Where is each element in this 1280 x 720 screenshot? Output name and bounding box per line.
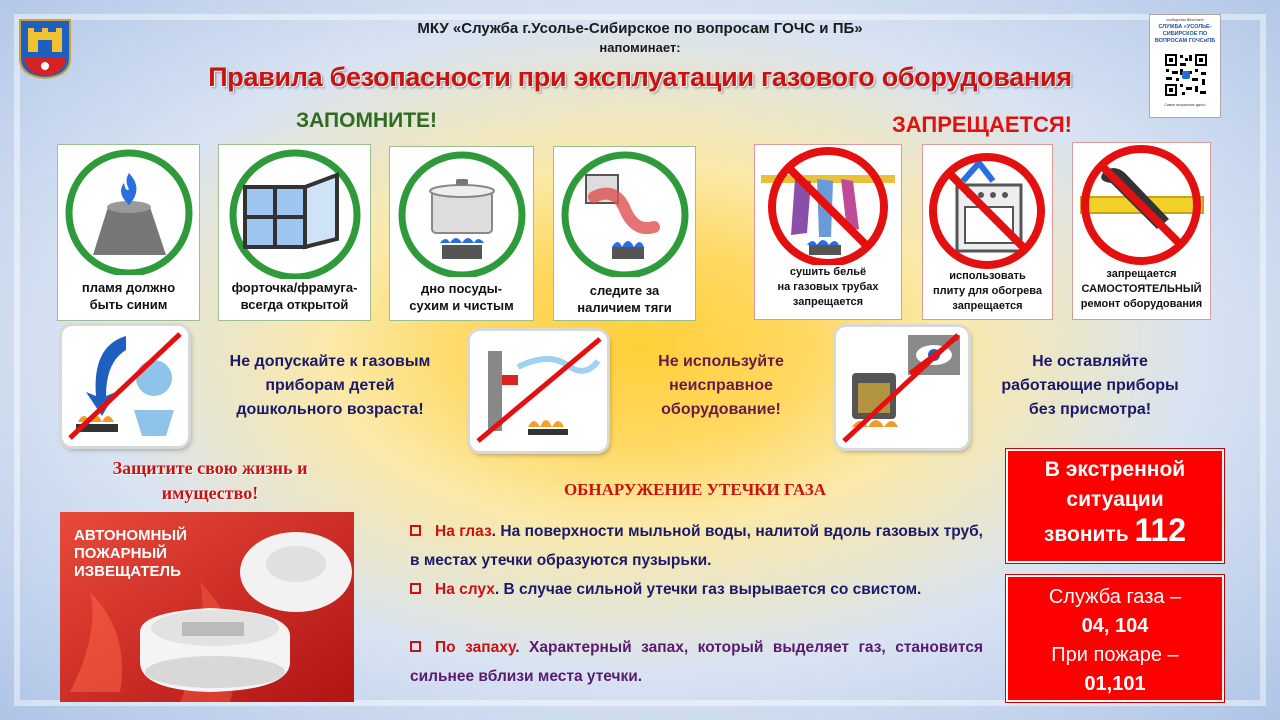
emergency-number: 112 xyxy=(1134,512,1187,548)
detector-line-1: АВТОНОМНЫЙ xyxy=(74,527,187,544)
remember-card-window xyxy=(218,144,371,321)
warning-unattended-text: Не оставляйте работающие приборы без присмотра! xyxy=(1001,353,1179,418)
qr-bottom-caption: Самое актуальное здесь! xyxy=(1164,103,1206,107)
qr-title: СЛУЖБА «УСОЛЬЕ- СИБИРСКОЕ ПО ВОПРОСАМ ГОЧСиПБ xyxy=(1154,24,1216,44)
warning-faulty-text: Не используйте неисправное оборудование! xyxy=(658,353,784,418)
emergency-box xyxy=(1006,449,1224,563)
services-box xyxy=(1006,575,1224,702)
remember-card-draft xyxy=(553,146,696,321)
gas-service-numbers: 04, 104 xyxy=(1081,615,1149,637)
child-burner-icon xyxy=(62,326,188,446)
pot-on-burner-icon xyxy=(390,147,533,277)
detection-text-1: . На поверхности мыльной воды, налитой вдоль газовых труб, в местах утечки образуются пузырьки. xyxy=(410,523,983,569)
warning-children-card xyxy=(62,326,188,446)
unattended-pot-icon xyxy=(836,327,968,448)
blue-flame-icon xyxy=(58,145,199,275)
detection-item-1 xyxy=(410,517,983,575)
bullet-box-icon xyxy=(410,525,421,536)
detection-item-3 xyxy=(410,633,983,691)
wrench-pipe-icon xyxy=(1073,143,1210,267)
detector-line-2: ПОЖАРНЫЙ xyxy=(74,545,167,562)
qr-card[interactable] xyxy=(1149,14,1221,118)
detection-heading: ОБНАРУЖЕНИЕ УТЕЧКИ ГАЗА xyxy=(563,480,827,499)
emergency-line-3: звонить xyxy=(1043,523,1129,546)
gas-service-label: Служба газа – xyxy=(1048,586,1182,608)
reminds-label: напоминает: xyxy=(599,40,681,55)
warning-unattended-card xyxy=(836,327,968,448)
forbidden-label-3: запрещается САМОСТОЯТЕЛЬНЫЙ ремонт оборудования xyxy=(1080,268,1203,310)
remember-label-2: форточка/фрамуга- всегда открытой xyxy=(231,280,358,312)
detection-text-3: . Характерный запах, который выделяет газ, становится сильнее вблизи места утечки. xyxy=(410,639,983,685)
detection-key-2: На слух xyxy=(435,581,495,598)
remember-heading: ЗАПОМНИТЕ! xyxy=(296,109,438,132)
remember-card-pot xyxy=(389,146,534,321)
remember-card-flame xyxy=(57,144,200,321)
detection-key-3: По запаху xyxy=(435,639,516,656)
forbidden-label-2: использовать плиту для обогрева запрещается xyxy=(932,270,1043,312)
detection-text-2: . В случае сильной утечки газ вырывается со свистом. xyxy=(494,581,922,598)
bullet-box-icon xyxy=(410,583,421,594)
draft-icon xyxy=(554,147,695,277)
smoke-detector-image xyxy=(60,512,354,702)
org-name: МКУ «Служба г.Усолье-Сибирское по вопросам ГОЧС и ПБ» xyxy=(417,20,863,37)
coat-of-arms-logo xyxy=(18,18,72,80)
qr-code-icon xyxy=(1164,53,1208,97)
warning-children-text: Не допускайте к газовым приборам детей дошкольного возраста! xyxy=(229,353,431,418)
forbidden-label-1: сушить бельё на газовых трубах запрещается xyxy=(777,266,879,308)
laundry-on-pipe-icon xyxy=(755,145,901,265)
emergency-line-1: В экстренной xyxy=(1044,458,1186,481)
faulty-equipment-icon xyxy=(470,331,607,451)
remember-label-3: дно посуды- сухим и чистым xyxy=(409,281,514,313)
emergency-line-2: ситуации xyxy=(1066,488,1164,511)
fire-service-numbers: 01,101 xyxy=(1084,673,1146,695)
page-title: Правила безопасности при эксплуатации газового оборудования xyxy=(208,62,1072,92)
warning-faulty-card xyxy=(470,331,607,451)
stove-heating-icon xyxy=(923,145,1052,269)
detector-line-3: ИЗВЕЩАТЕЛЬ xyxy=(74,563,181,580)
open-window-icon xyxy=(219,145,370,279)
protect-slogan: Защитите свою жизнь и имущество! xyxy=(112,458,308,503)
detection-item-2 xyxy=(410,575,983,604)
remember-label-1: пламя должно быть синим xyxy=(81,280,176,312)
remember-label-4: следите за наличием тяги xyxy=(577,283,672,315)
forbidden-card-stove xyxy=(922,144,1053,320)
forbidden-card-repair xyxy=(1072,142,1211,320)
qr-top-caption: сообщество ВКонтакте xyxy=(1166,18,1204,22)
forbidden-card-laundry xyxy=(754,144,902,320)
detection-key-1: На глаз xyxy=(435,523,492,540)
fire-service-label: При пожаре – xyxy=(1051,644,1179,666)
bullet-box-icon xyxy=(410,641,421,652)
forbidden-heading: ЗАПРЕЩАЕТСЯ! xyxy=(892,112,1072,137)
